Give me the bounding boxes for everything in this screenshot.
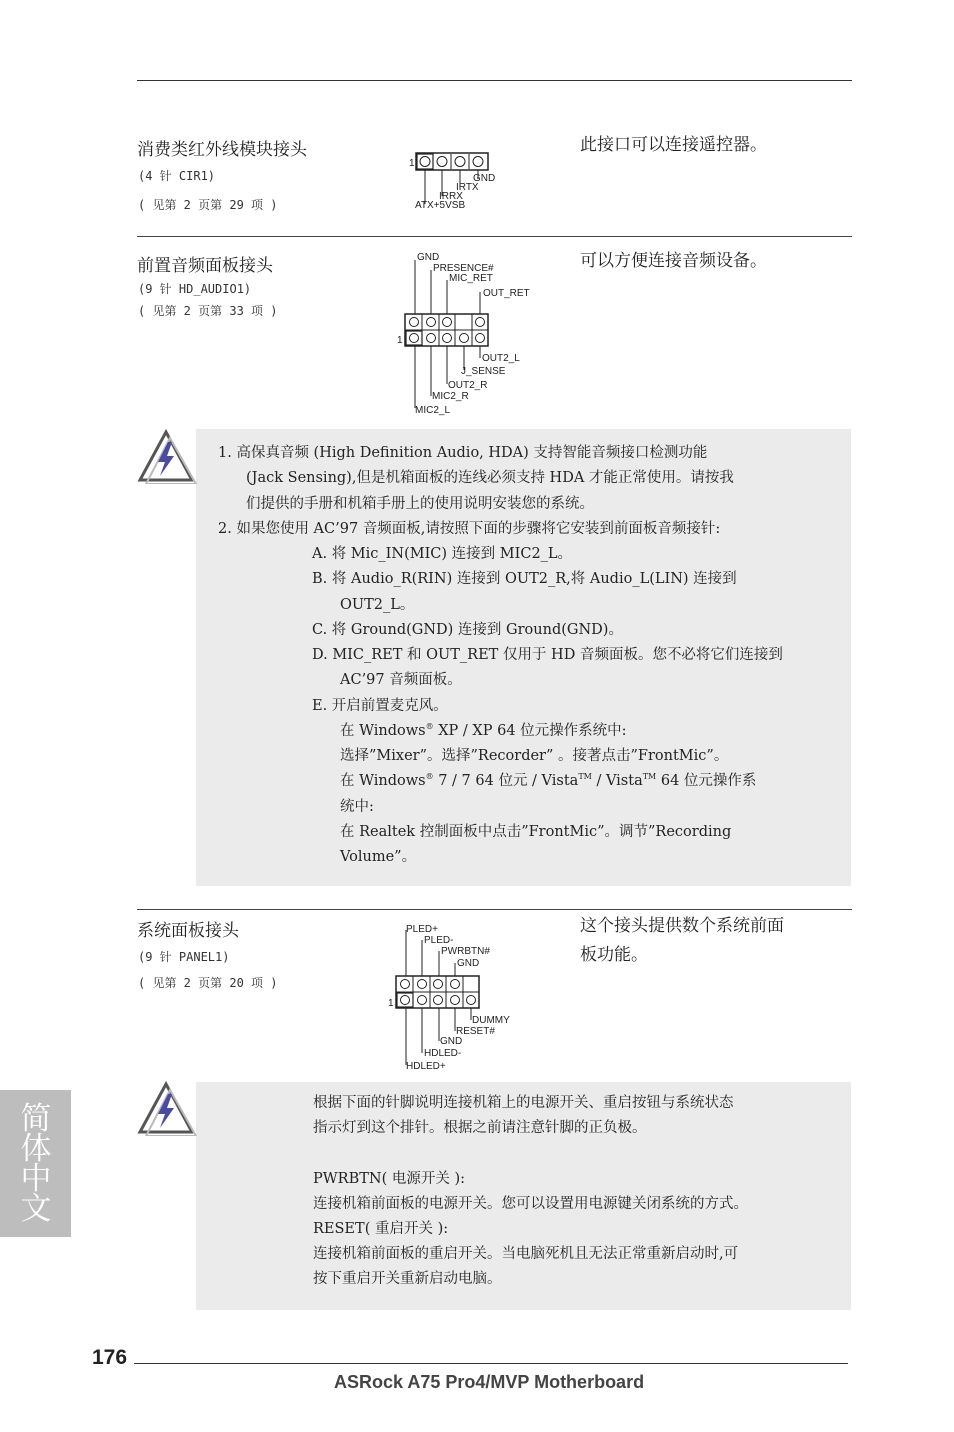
audio-out2-l-label: OUT2_L bbox=[482, 353, 520, 364]
note1-step-b-cont: OUT2_L。 bbox=[340, 597, 415, 613]
cir-pin-diagram bbox=[405, 148, 515, 214]
rule-cir-audio bbox=[137, 236, 852, 237]
note1-step-c: C. 将 Ground(GND) 连接到 Ground(GND)。 bbox=[312, 622, 623, 638]
note1-step-d-cont: AC’97 音频面板。 bbox=[340, 672, 462, 688]
note1-windows7-text: 在 Windows bbox=[340, 773, 426, 789]
note2-line-1: 根据下面的针脚说明连接机箱上的电源开关、重启按钮与系统状态 bbox=[313, 1095, 734, 1111]
audio-pin-count: (9 针 HD_AUDIO1) bbox=[138, 282, 252, 296]
note1-vista-text: 7 / 7 64 位元 / Vista bbox=[438, 773, 579, 789]
audio-out2-r-label: OUT2_R bbox=[448, 380, 488, 391]
note2-reset-heading: RESET( 重启开关 ): bbox=[313, 1221, 449, 1237]
panel-gnd-label: GND bbox=[457, 958, 480, 969]
note1-line-2: (Jack Sensing),但是机箱面板的连线必须支持 HDA 才能正常使用。请按我 bbox=[246, 470, 734, 486]
panel-description-2: 板功能。 bbox=[580, 945, 648, 965]
cir-irtx-label: IRTX bbox=[456, 182, 479, 193]
cir-header-title: 消费类红外线模块接头 bbox=[137, 140, 307, 160]
panel-description-1: 这个接头提供数个系统前面 bbox=[580, 916, 784, 936]
note1-vista2-text: / Vista bbox=[596, 773, 643, 789]
panel-page-ref: ( 见第 2 页第 20 项 ) bbox=[138, 976, 278, 990]
panel-pin-diagram bbox=[386, 920, 526, 1074]
cir-pin-1-label: 1 bbox=[409, 158, 415, 169]
cir-irrx-label: IRRX bbox=[439, 191, 463, 202]
audio-description: 可以方便连接音频设备。 bbox=[580, 251, 767, 271]
note1-step-e-vista bbox=[340, 769, 756, 790]
audio-presence-label: PRESENCE# bbox=[433, 263, 494, 274]
trademark-mark-2: TM bbox=[642, 772, 657, 782]
audio-out-ret-label: OUT_RET bbox=[483, 288, 530, 299]
rule-panel bbox=[137, 909, 852, 910]
audio-header-title: 前置音频面板接头 bbox=[137, 256, 273, 276]
note1-vista64-text: 64 位元操作系 bbox=[660, 773, 757, 789]
note1-step-e-realtek: 在 Realtek 控制面板中点击”FrontMic”。调节”Recording bbox=[340, 824, 732, 840]
panel-pin-count: (9 针 PANEL1) bbox=[138, 950, 230, 964]
panel-dummy-label: DUMMY bbox=[472, 1015, 510, 1026]
warning-lightning-icon-2 bbox=[136, 1080, 198, 1136]
cir-description: 此接口可以连接遥控器。 bbox=[580, 135, 767, 155]
panel-header-title: 系统面板接头 bbox=[137, 921, 239, 941]
note1-step-d: D. MIC_RET 和 OUT_RET 仅用于 HD 音频面板。您不必将它们连接到 bbox=[312, 647, 783, 663]
panel-hdled-minus-label: HDLED- bbox=[424, 1048, 462, 1059]
note1-step-e-xp bbox=[340, 719, 627, 740]
panel-reset-label: RESET# bbox=[456, 1026, 495, 1037]
note2-reset-desc-cont: 按下重启开关重新启动电脑。 bbox=[313, 1271, 502, 1287]
panel-pin-1-label: 1 bbox=[388, 998, 394, 1009]
cir-pin-count: (4 针 CIR1) bbox=[138, 169, 216, 183]
cir-page-ref: ( 见第 2 页第 29 项 ) bbox=[138, 198, 278, 212]
language-side-tab-label: 简体中文 bbox=[20, 1101, 52, 1227]
panel-pled-minus-label: PLED- bbox=[424, 935, 454, 946]
panel-pwrbtn-label: PWRBTN# bbox=[441, 946, 490, 957]
note1-step-e-volume: Volume”。 bbox=[340, 849, 417, 865]
language-side-tab bbox=[0, 1090, 71, 1237]
cir-gnd-label: GND bbox=[473, 173, 496, 184]
audio-mic-ret-label: MIC_RET bbox=[449, 273, 493, 284]
page-number: 176 bbox=[92, 1346, 128, 1369]
note1-line-3: 们提供的手册和机箱手册上的使用说明安装您的系统。 bbox=[246, 496, 594, 512]
note1-xp-text: XP / XP 64 位元操作系统中: bbox=[438, 723, 627, 739]
cir-atx-label: ATX+5VSB bbox=[415, 200, 466, 211]
warning-lightning-icon bbox=[136, 428, 198, 484]
note2-pwrbtn-heading: PWRBTN( 电源开关 ): bbox=[313, 1171, 466, 1187]
note1-windows-text: 在 Windows bbox=[340, 723, 426, 739]
audio-j-sense-label: J_SENSE bbox=[461, 366, 506, 377]
note2-reset-desc: 连接机箱前面板的重启开关。当电脑死机且无法正常重新启动时,可 bbox=[313, 1246, 739, 1262]
note2-line-2: 指示灯到这个排针。根据之前请注意针脚的正负极。 bbox=[313, 1120, 647, 1136]
audio-pin-1-label: 1 bbox=[397, 335, 403, 346]
registered-mark-2: ® bbox=[425, 772, 434, 782]
registered-mark: ® bbox=[425, 722, 434, 732]
audio-page-ref: ( 见第 2 页第 33 项 ) bbox=[138, 304, 278, 318]
note1-step-e-system: 统中: bbox=[340, 799, 374, 815]
panel-hdled-plus-label: HDLED+ bbox=[406, 1061, 446, 1072]
audio-gnd-label: GND bbox=[417, 252, 440, 263]
note1-line-1: 1. 高保真音频 (High Definition Audio, HDA) 支持智能音频接口检测功能 bbox=[218, 445, 708, 461]
note1-step-e: E. 开启前置麦克风。 bbox=[312, 698, 448, 714]
panel-gnd2-label: GND bbox=[440, 1036, 463, 1047]
footer-product-name: ASRock A75 Pro4/MVP Motherboard bbox=[334, 1372, 645, 1392]
audio-mic2-l-label: MIC2_L bbox=[415, 405, 451, 416]
audio-pin-diagram bbox=[395, 248, 545, 418]
note1-line-4: 2. 如果您使用 AC’97 音频面板,请按照下面的步骤将它安装到前面板音频接针: bbox=[218, 521, 721, 537]
note1-step-b: B. 将 Audio_R(RIN) 连接到 OUT2_R,将 Audio_L(LIN) 连接到 bbox=[312, 571, 737, 587]
note1-step-e-mixer: 选择”Mixer”。选择”Recorder” 。接著点击”FrontMic”。 bbox=[340, 748, 729, 764]
audio-mic2-r-label: MIC2_R bbox=[432, 391, 469, 402]
note1-step-a: A. 将 Mic_IN(MIC) 连接到 MIC2_L。 bbox=[312, 546, 573, 562]
note2-pwrbtn-desc: 连接机箱前面板的电源开关。您可以设置用电源键关闭系统的方式。 bbox=[313, 1196, 748, 1212]
footer-rule bbox=[134, 1363, 848, 1364]
panel-pled-plus-label: PLED+ bbox=[406, 924, 438, 935]
trademark-mark: TM bbox=[578, 772, 592, 782]
top-rule bbox=[137, 80, 852, 81]
